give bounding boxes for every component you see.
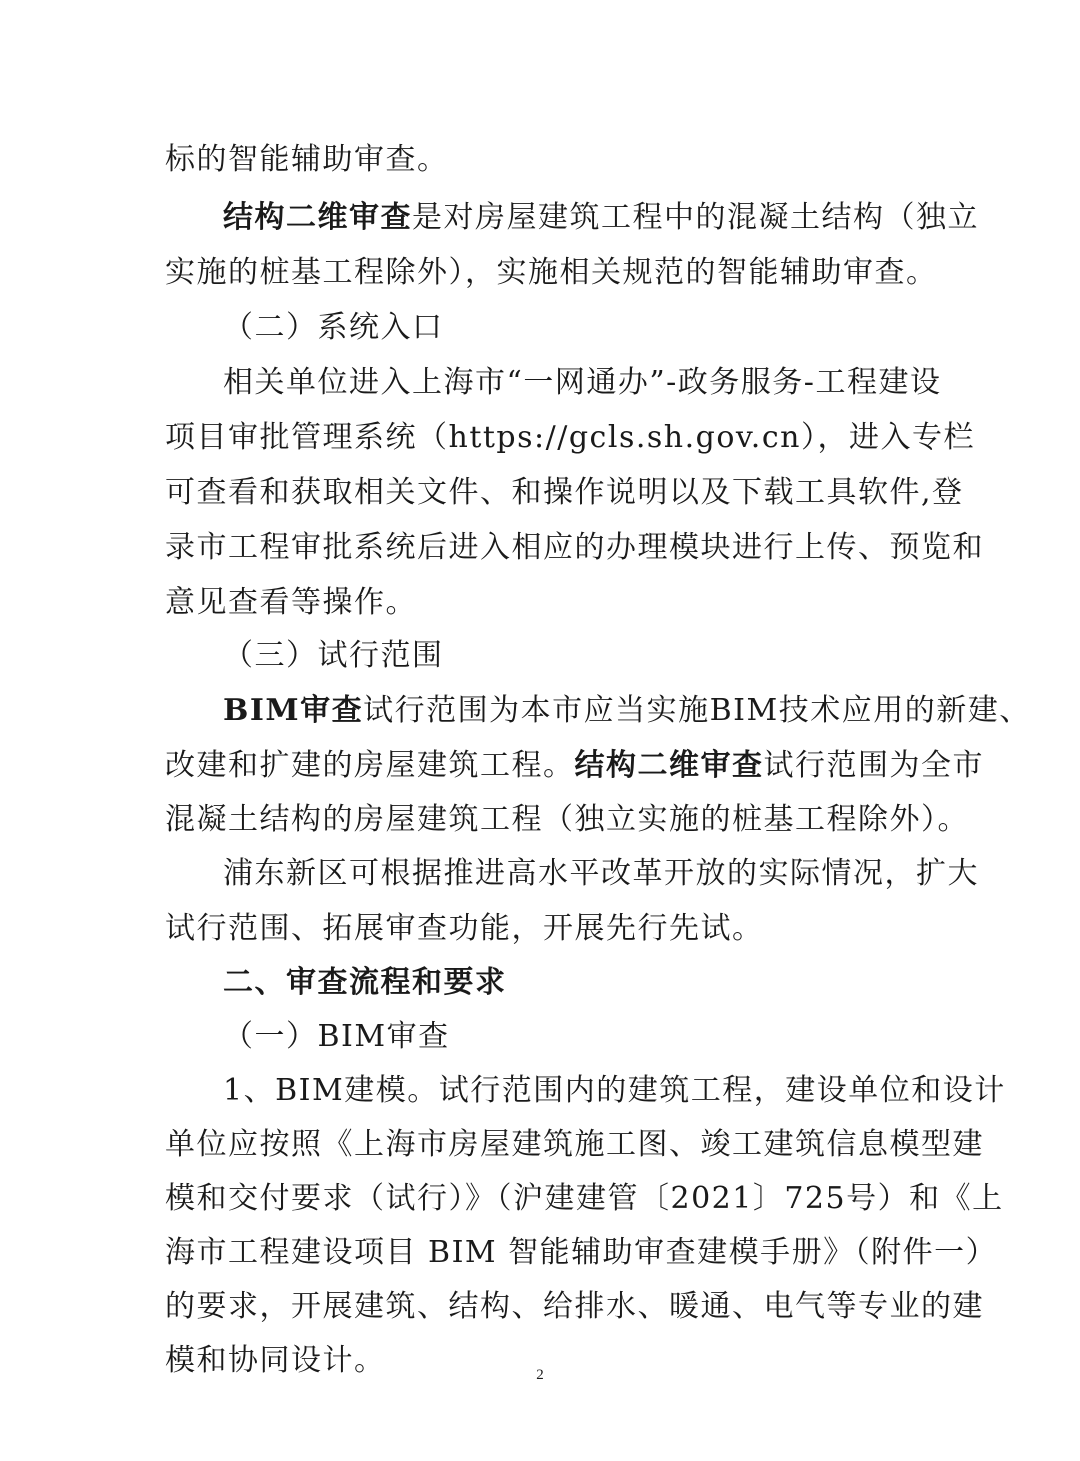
- text-line: 海市工程建设项目 BIM 智能辅助审查建模手册》（附件一）: [165, 1235, 998, 1270]
- text-line: 实施的桩基工程除外），实施相关规范的智能辅助审查。: [165, 255, 938, 290]
- subheading-bim-review: （一）BIM审查: [223, 1019, 450, 1054]
- section-heading-review-process: 二、审查流程和要求: [223, 965, 507, 1000]
- text-span: 是对房屋建筑工程中的混凝土结构（独立: [412, 200, 979, 235]
- text-line: 的要求，开展建筑、结构、给排水、暖通、电气等专业的建: [165, 1289, 984, 1324]
- text-line: 模和协同设计。: [165, 1343, 386, 1378]
- text-line: [165, 746, 984, 786]
- text-line: 模和交付要求（试行）》（沪建建管〔2021〕725号）和《上: [165, 1181, 1004, 1216]
- text-line: 标的智能辅助审查。: [165, 142, 449, 177]
- text-line: 浦东新区可根据推进高水平改革开放的实际情况，扩大: [223, 856, 979, 891]
- text-line: 录市工程审批系统后进入相应的办理模块进行上传、预览和: [165, 530, 984, 565]
- term-bim-review: BIM审查: [223, 693, 364, 728]
- subheading-pilot-scope: （三）试行范围: [223, 638, 444, 673]
- text-span: 试行范围为本市应当实施BIM技术应用的新建、: [363, 693, 1031, 728]
- text-line: 相关单位进入上海市“一网通办”-政务服务-工程建设: [223, 365, 942, 400]
- text-line: 试行范围、拓展审查功能，开展先行先试。: [165, 911, 764, 946]
- term-structure-2d-review: 结构二维审查: [574, 748, 764, 783]
- text-line: 1、BIM建模。试行范围内的建筑工程，建设单位和设计: [223, 1073, 1006, 1108]
- text-span: 试行范围为全市: [763, 748, 984, 783]
- paragraph-structure-2d-review: [223, 198, 979, 238]
- text-line: 单位应按照《上海市房屋建筑施工图、竣工建筑信息模型建: [165, 1127, 984, 1162]
- text-span: 改建和扩建的房屋建筑工程。: [165, 748, 575, 783]
- paragraph-bim-review-scope: [223, 691, 1031, 731]
- subheading-system-entry: （二）系统入口: [223, 310, 444, 345]
- term-structure-2d-review: 结构二维审查: [223, 200, 412, 235]
- text-line: 可查看和获取相关文件、和操作说明以及下载工具软件,登: [165, 475, 964, 510]
- text-line: 混凝土结构的房屋建筑工程（独立实施的桩基工程除外）。: [165, 802, 969, 837]
- page-number: 2: [536, 1367, 544, 1383]
- text-line-with-url: 项目审批管理系统（https://gcls.sh.gov.cn），进入专栏: [165, 420, 975, 455]
- text-line: 意见查看等操作。: [165, 585, 417, 620]
